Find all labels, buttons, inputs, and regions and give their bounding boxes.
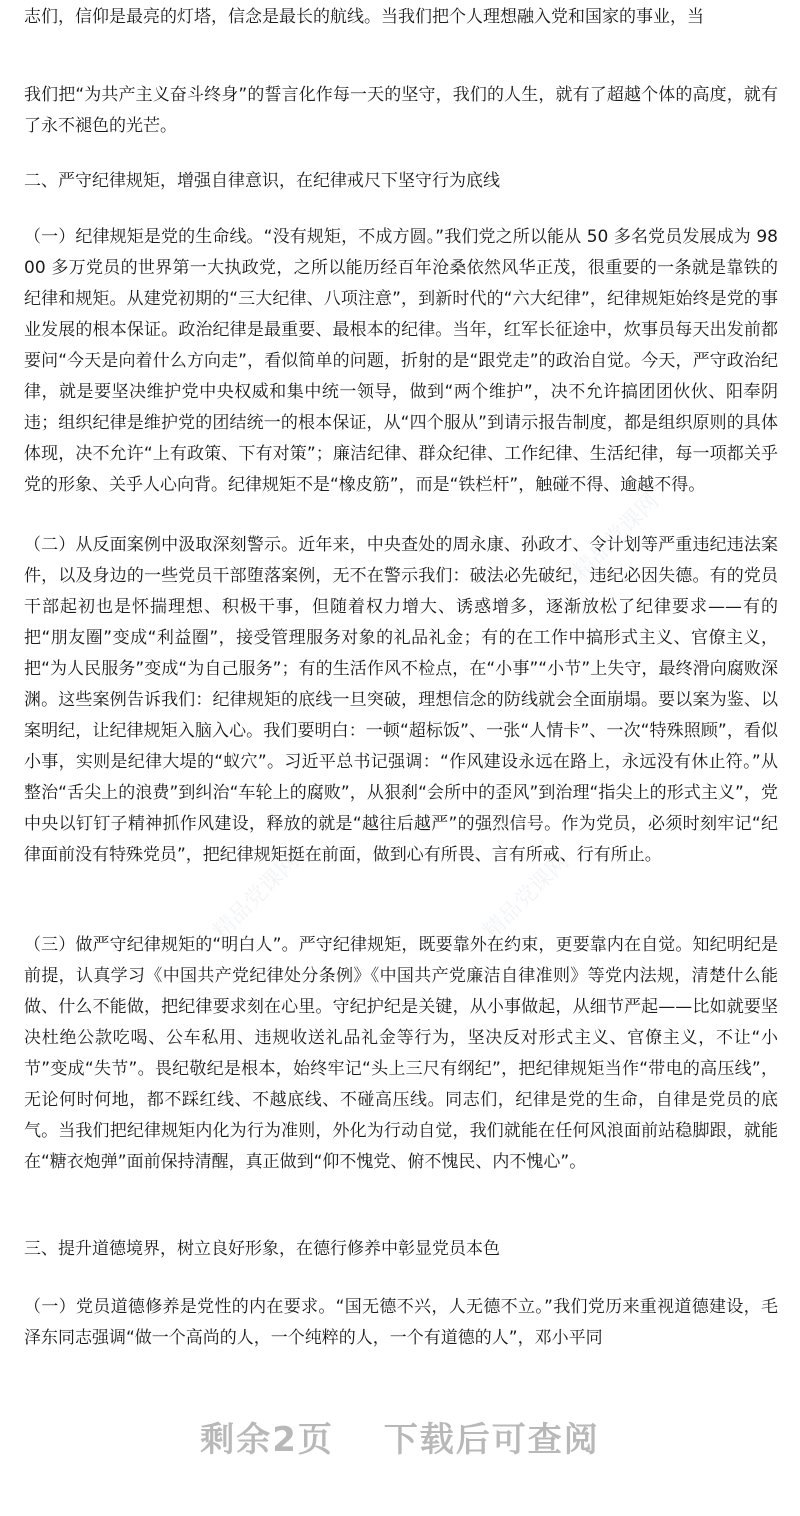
remaining-pages-text: 剩余2页 [200,1420,334,1460]
download-to-view-text: 下载后可查阅 [383,1420,600,1460]
watermark-mark: 精品党课网 [568,489,665,585]
section-heading-2: 二、严守纪律规矩，增强自律意识，在纪律戒尺下坚守行为底线 [24,171,500,191]
download-prompt-banner[interactable] [0,1400,800,1480]
paragraph-continuation-top: 志们，信仰是最亮的灯塔，信念是最长的航线。当我们把个人理想融入党和国家的事业，当 [24,7,704,27]
paragraph-2-2: （二）从反面案例中汲取深刻警示。近年来，中央查处的周永康、孙政才、令计划等严重违纪违法案件，以及身边的一些党员干部堕落案例，无不在警示我们：破法必先破纪，违纪必因失德。有的党员干部起初也是怀揣理想、积极干事，但随着权力增大、诱惑增多，逐渐放松了纪律要求——有的把“朋友圈”变成“利益圈”，接受管理服务对象的礼品礼金；有的在工作中搞形式主义、官僚主义，把“为人民服务”变成“为自己服务”；有的生活作风不检点，在“小事”“小节”上失守，最终滑向腐败深渊。这些案例告诉我们：纪律规矩的底线一旦突破，理想信念的防线就会全面崩塌。要以案为鉴、以案明纪，让纪律规矩入脑入心。我们要明白：一顿“超标饭”、一张“人情卡”、一次“特殊照顾”，看似小事，实则是纪律大堤的“蚁穴”。习近平总书记强调：“作风建设永远在路上，永远没有休止符。”从整治“舌尖上的浪费”到纠治“车轮上的腐败”，从狠刹“会所中的歪风”到治理“指尖上的形式主义”，党中央以钉钉子精神抓作风建设，释放的就是“越往后越严”的强烈信号。作为党员，必须时刻牢记“纪律面前没有特殊党员”，把纪律规矩挺在前面，做到心有所畏、言有所戒、行有所止。 [24,535,778,865]
paragraph-3-1: （一）党员道德修养是党性的内在要求。“国无德不兴，人无德不立。”我们党历来重视道德建设，毛泽东同志强调“做一个高尚的人，一个纯粹的人，一个有道德的人”，邓小平同 [24,1297,778,1348]
section-heading-3: 三、提升道德境界，树立良好形象，在德行修养中彰显党员本色 [24,1239,500,1259]
paragraph-continuation: 我们把“为共产主义奋斗终身”的誓言化作每一天的坚守，我们的人生，就有了超越个体的高度，就有了永不褪色的光芒。 [24,85,778,136]
watermark-mark: 精品党课网 [208,849,305,945]
watermark-mark: 精品党课网 [478,849,575,945]
paragraph-2-3: （三）做严守纪律规矩的“明白人”。严守纪律规矩，既要靠外在约束，更要靠内在自觉。知纪明纪是前提，认真学习《中国共产党纪律处分条例》《中国共产党廉洁自律准则》等党内法规，清楚什么能做、什么不能做，把纪律要求刻在心里。守纪护纪是关键，从小事做起，从细节严起——比如就要坚决杜绝公款吃喝、公车私用、违规收送礼品礼金等行为，坚决反对形式主义、官僚主义，不让“小节”变成“失节”。畏纪敬纪是根本，始终牢记“头上三尺有纲纪”，把纪律规矩当作“带电的高压线”，无论何时何地，都不踩红线、不越底线、不碰高压线。同志们，纪律是党的生命，自律是党员的底气。当我们把纪律规矩内化为行为准则，外化为行动自觉，我们就能在任何风浪面前站稳脚跟，就能在“糖衣炮弹”面前保持清醒，真正做到“仰不愧党、俯不愧民、内不愧心”。 [24,935,778,1172]
paragraph-2-1: （一）纪律规矩是党的生命线。“没有规矩，不成方圆。”我们党之所以能从 50 多名党员发展成为 9800 多万党员的世界第一大执政党，之所以能历经百年沧桑依然风华正茂，很重要的一条就是靠铁的纪律和规矩。从建党初期的“三大纪律、八项注意”，到新时代的“六大纪律”，纪律规矩始终是党的事业发展的根本保证。政治纪律是最重要、最根本的纪律。当年，红军长征途中，炊事员每天出发前都要问“今天是向着什么方向走”，看似简单的问题，折射的是“跟党走”的政治自觉。今天，严守政治纪律，就是要坚决维护党中央权威和集中统一领导，做到“两个维护”，决不允许搞团团伙伙、阳奉阴违；组织纪律是维护党的团结统一的根本保证，从“四个服从”到请示报告制度，都是组织原则的具体体现，决不允许“上有政策、下有对策”；廉洁纪律、群众纪律、工作纪律、生活纪律，每一项都关乎党的形象、关乎人心向背。纪律规矩不是“橡皮筋”，而是“铁栏杆”，触碰不得、逾越不得。 [24,227,778,495]
